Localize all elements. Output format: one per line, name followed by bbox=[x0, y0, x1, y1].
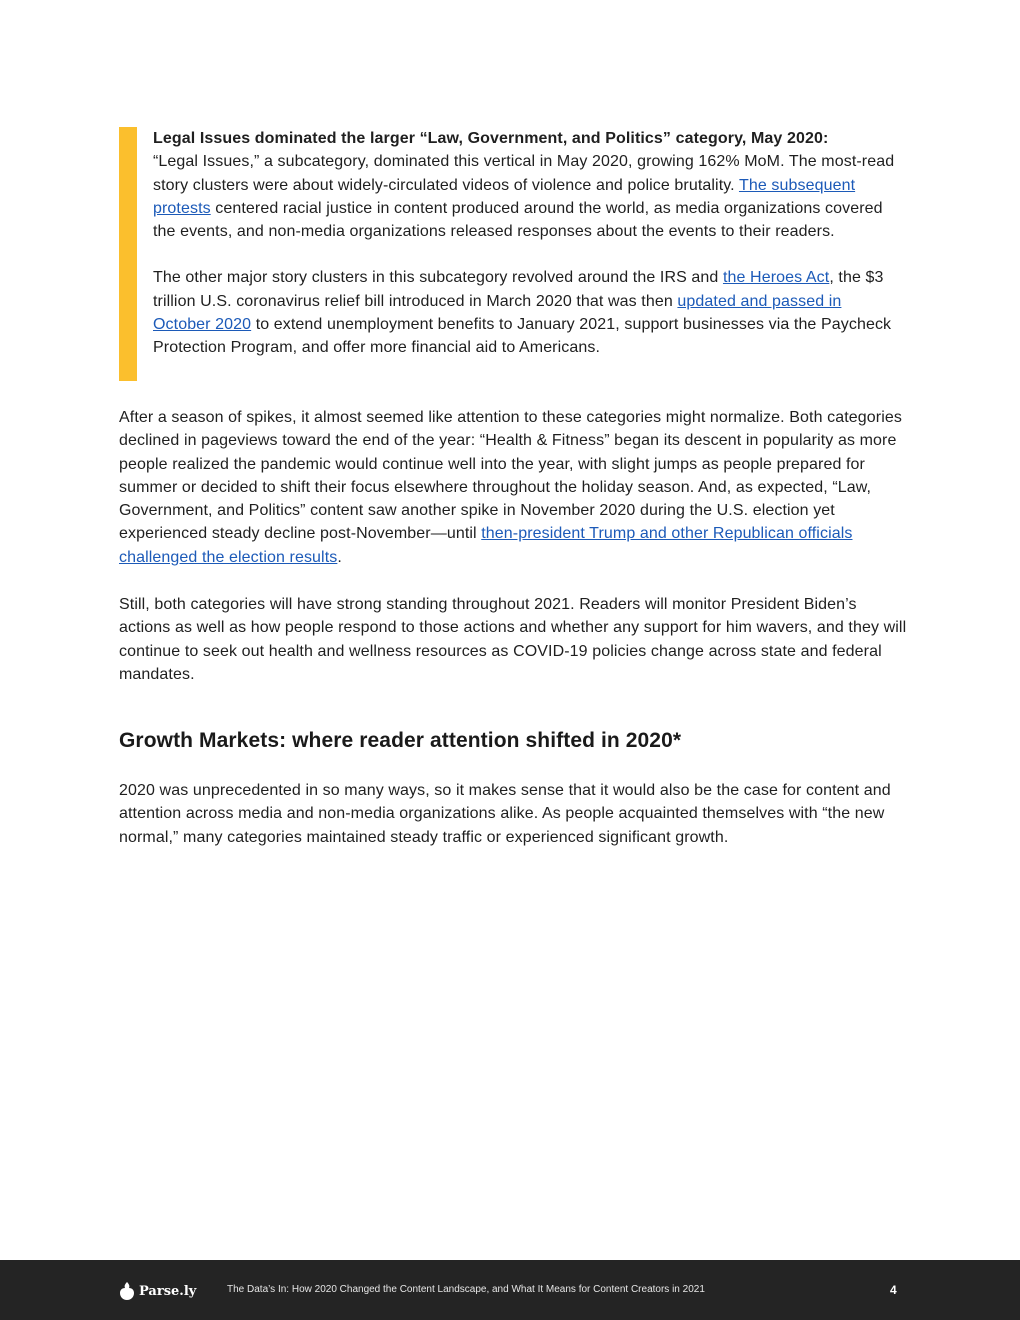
election-results-link[interactable]: then-president Trump and other Republican officials challenged the election results bbox=[119, 525, 853, 566]
page-footer bbox=[0, 1260, 1020, 1320]
para1-end: . bbox=[337, 548, 342, 566]
callout-heading: Legal Issues dominated the larger “Law, Government, and Politics” category, May 2020: bbox=[153, 130, 829, 147]
heroes-act-link[interactable]: the Heroes Act bbox=[722, 269, 830, 287]
subsequent-protests-link[interactable]: The subsequent protests bbox=[153, 176, 856, 217]
callout-accent-bar bbox=[119, 127, 137, 381]
updated-passed-link[interactable]: updated and passed in October 2020 bbox=[153, 292, 842, 334]
page-number: 4 bbox=[890, 1283, 897, 1297]
body-paragraph-1 bbox=[119, 406, 909, 569]
callout-paragraph-1 bbox=[153, 127, 899, 243]
callout-content bbox=[153, 127, 899, 360]
callout-box bbox=[119, 127, 899, 381]
body-paragraph-3: 2020 was unprecedented in so many ways, so it makes sense that it would also be the case for content and attention across media and non-media organizations alike. As people acquainted themselves with “the new normal,” many categories maintained steady traffic or experienced significant growth. bbox=[119, 782, 891, 846]
callout-paragraph-2 bbox=[153, 266, 899, 359]
callout-p2-text-b: , the $3 trillion U.S. coronavirus relief bill introduced in March 2020 that was then bbox=[153, 269, 884, 310]
body-paragraph-2: Still, both categories will have strong standing throughout 2021. Readers will monitor President Biden’s actions as well as how people respond to those actions and whether any support for him wavers, and they will continue to seek out health and wellness resources as COVID-19 policies change across state and federal mandates. bbox=[119, 596, 907, 683]
logo-text: Parse.ly bbox=[139, 1283, 197, 1299]
callout-p2-text-c: to extend unemployment benefits to January 2021, support businesses via the Paycheck Protection Program, and offer more financial aid to Americans. bbox=[153, 316, 892, 357]
callout-p1-text-b: centered racial justice in content produced around the world, as media organizations covered the events, and non-media organizations released responses about the events to their readers. bbox=[153, 199, 883, 241]
callout-p2-text-a: The other major story clusters in this subcategory revolved around the IRS and bbox=[153, 269, 723, 287]
para1-text: After a season of spikes, it almost seemed like attention to these categories might normalize. Both categories declined in pageviews toward the end of the year: “Health & Fitness” began its descent in popularity as more people realized the pandemic would continue well into the year, with slight jumps as people prepared for summer or decided to shift their focus elsewhere throughout the holiday season. And, as expected, “Law, Government, and Politics” content saw another spike in November 2020 during the U.S. election yet experienced steady decline post-November—until bbox=[119, 409, 902, 543]
parsely-logo bbox=[119, 1280, 196, 1302]
footer-document-title: The Data’s In: How 2020 Changed the Content Landscape, and What It Means for Content Creators in 2021 bbox=[227, 1284, 705, 1295]
parsely-leaf-icon bbox=[119, 1281, 135, 1301]
section-heading: Growth Markets: where reader attention shifted in 2020* bbox=[119, 729, 682, 752]
callout-p1-text-a: “Legal Issues,” a subcategory, dominated this vertical in May 2020, growing 162% MoM. The most-read story clusters were about widely-circulated videos of violence and police brutality. bbox=[153, 153, 895, 194]
